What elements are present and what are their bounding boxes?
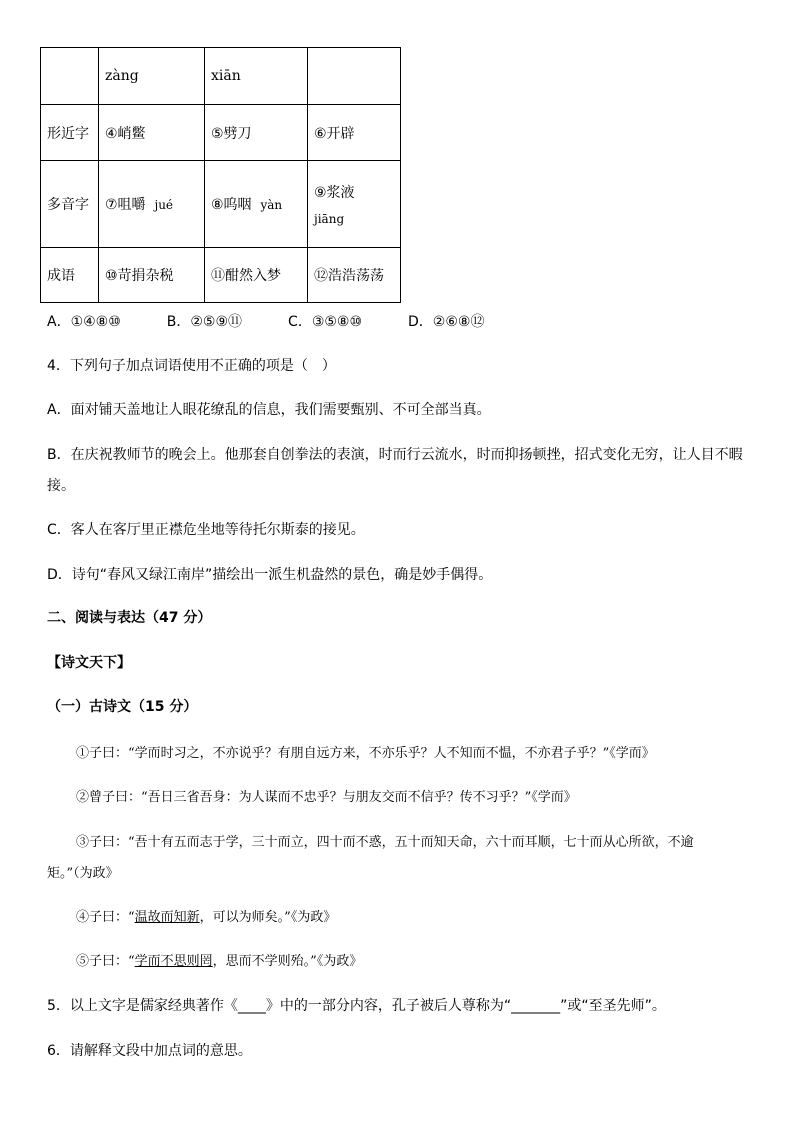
table-cell <box>308 161 401 248</box>
table-row <box>41 105 401 161</box>
pinyin: yàn <box>260 198 283 212</box>
pinyin: jiāng <box>314 212 345 226</box>
table-cell <box>205 161 308 248</box>
word: ⑧呜咽 <box>211 197 252 213</box>
table-row-label: 成语 <box>41 248 99 303</box>
section-heading: 二、阅读与表达（47 分） <box>47 610 212 626</box>
table-cell <box>308 48 401 105</box>
q5: 5．以上文字是儒家经典著作《____》中的一部分内容，孔子被后人尊称为“_______”或“至圣先师”。 <box>47 998 666 1014</box>
table-cell: ⑤劈刀 <box>205 105 308 161</box>
subsection-heading: 【诗文天下】 <box>47 655 131 671</box>
table-row <box>41 48 401 105</box>
q4-option-b: B．在庆祝教师节的晚会上。他那套自创拳法的表演，时而行云流水，时而抑扬顿挫，招式变化无穷，让人目不暇 <box>47 447 743 463</box>
table-cell: ⑫浩浩荡荡 <box>308 248 401 303</box>
table-cell <box>41 48 99 105</box>
table-cell: xiān <box>205 48 308 105</box>
table-row-label: 多音字 <box>41 161 99 248</box>
table-row <box>41 161 401 248</box>
table-cell: ④峭鳖 <box>99 105 205 161</box>
poem-3-cont: 矩。”（为政》 <box>47 866 119 881</box>
poem-text: ，可以为师矣。”《为政》 <box>199 910 337 925</box>
table-cell: ⑥开辟 <box>308 105 401 161</box>
q4-option-c: C．客人在客厅里正襟危坐地等待托尔斯泰的接见。 <box>47 522 365 538</box>
poem-4 <box>76 906 336 925</box>
choice-b: B．②⑤⑨⑪ <box>166 314 243 330</box>
word-table <box>40 47 401 303</box>
table-cell: ⑪酣然入梦 <box>205 248 308 303</box>
q3-choices <box>47 311 530 331</box>
poem-text: ④子曰：“ <box>76 910 135 925</box>
underlined-phrase: 温故而知新 <box>134 910 200 925</box>
table-cell <box>99 161 205 248</box>
word: ⑦咀嚼 <box>105 197 146 213</box>
poem-5 <box>76 950 362 969</box>
choice-c: C．③⑤⑧⑩ <box>288 314 363 330</box>
table-cell: zàng <box>99 48 205 105</box>
underlined-phrase: 学而不思则罔 <box>134 954 213 969</box>
poem-2: ②曾子曰：“吾日三省吾身：为人谋而不忠乎？与朋友交而不信乎？传不习乎？”《学而》 <box>76 790 577 805</box>
pinyin: jué <box>154 198 174 212</box>
q4-option-a: A．面对铺天盖地让人眼花缭乱的信息，我们需要甄别、不可全部当真。 <box>47 402 491 418</box>
q4-stem: 4．下列句子加点词语使用不正确的项是（ ） <box>47 358 336 374</box>
poem-1: ①子曰：“学而时习之，不亦说乎？有朋自远方来，不亦乐乎？人不知而不愠，不亦君子乎？”《学而》 <box>76 746 655 761</box>
choice-d: D．②⑥⑧⑫ <box>408 314 485 330</box>
poem-text: ，思而不学则殆。”《为政》 <box>212 954 363 969</box>
poem-3: ③子曰：“吾十有五而志于学，三十而立，四十而不惑，五十而知天命，六十而耳顺，七十而从心所欲，不逾 <box>76 835 694 850</box>
q4-option-d: D．诗句“春风又绿江南岸”描绘出一派生机盎然的景色，确是妙手偶得。 <box>47 567 493 583</box>
poem-text: ⑤子曰：“ <box>76 954 135 969</box>
part-heading: （一）古诗文（15 分） <box>47 699 198 715</box>
choice-a: A．①④⑧⑩ <box>47 314 121 330</box>
table-row <box>41 248 401 303</box>
word: ⑨浆液 <box>314 185 355 201</box>
table-cell: ⑩苛捐杂税 <box>99 248 205 303</box>
q6: 6．请解释文段中加点词的意思。 <box>47 1043 252 1059</box>
table-row-label: 形近字 <box>41 105 99 161</box>
q4-option-b-cont: 接。 <box>47 478 75 494</box>
